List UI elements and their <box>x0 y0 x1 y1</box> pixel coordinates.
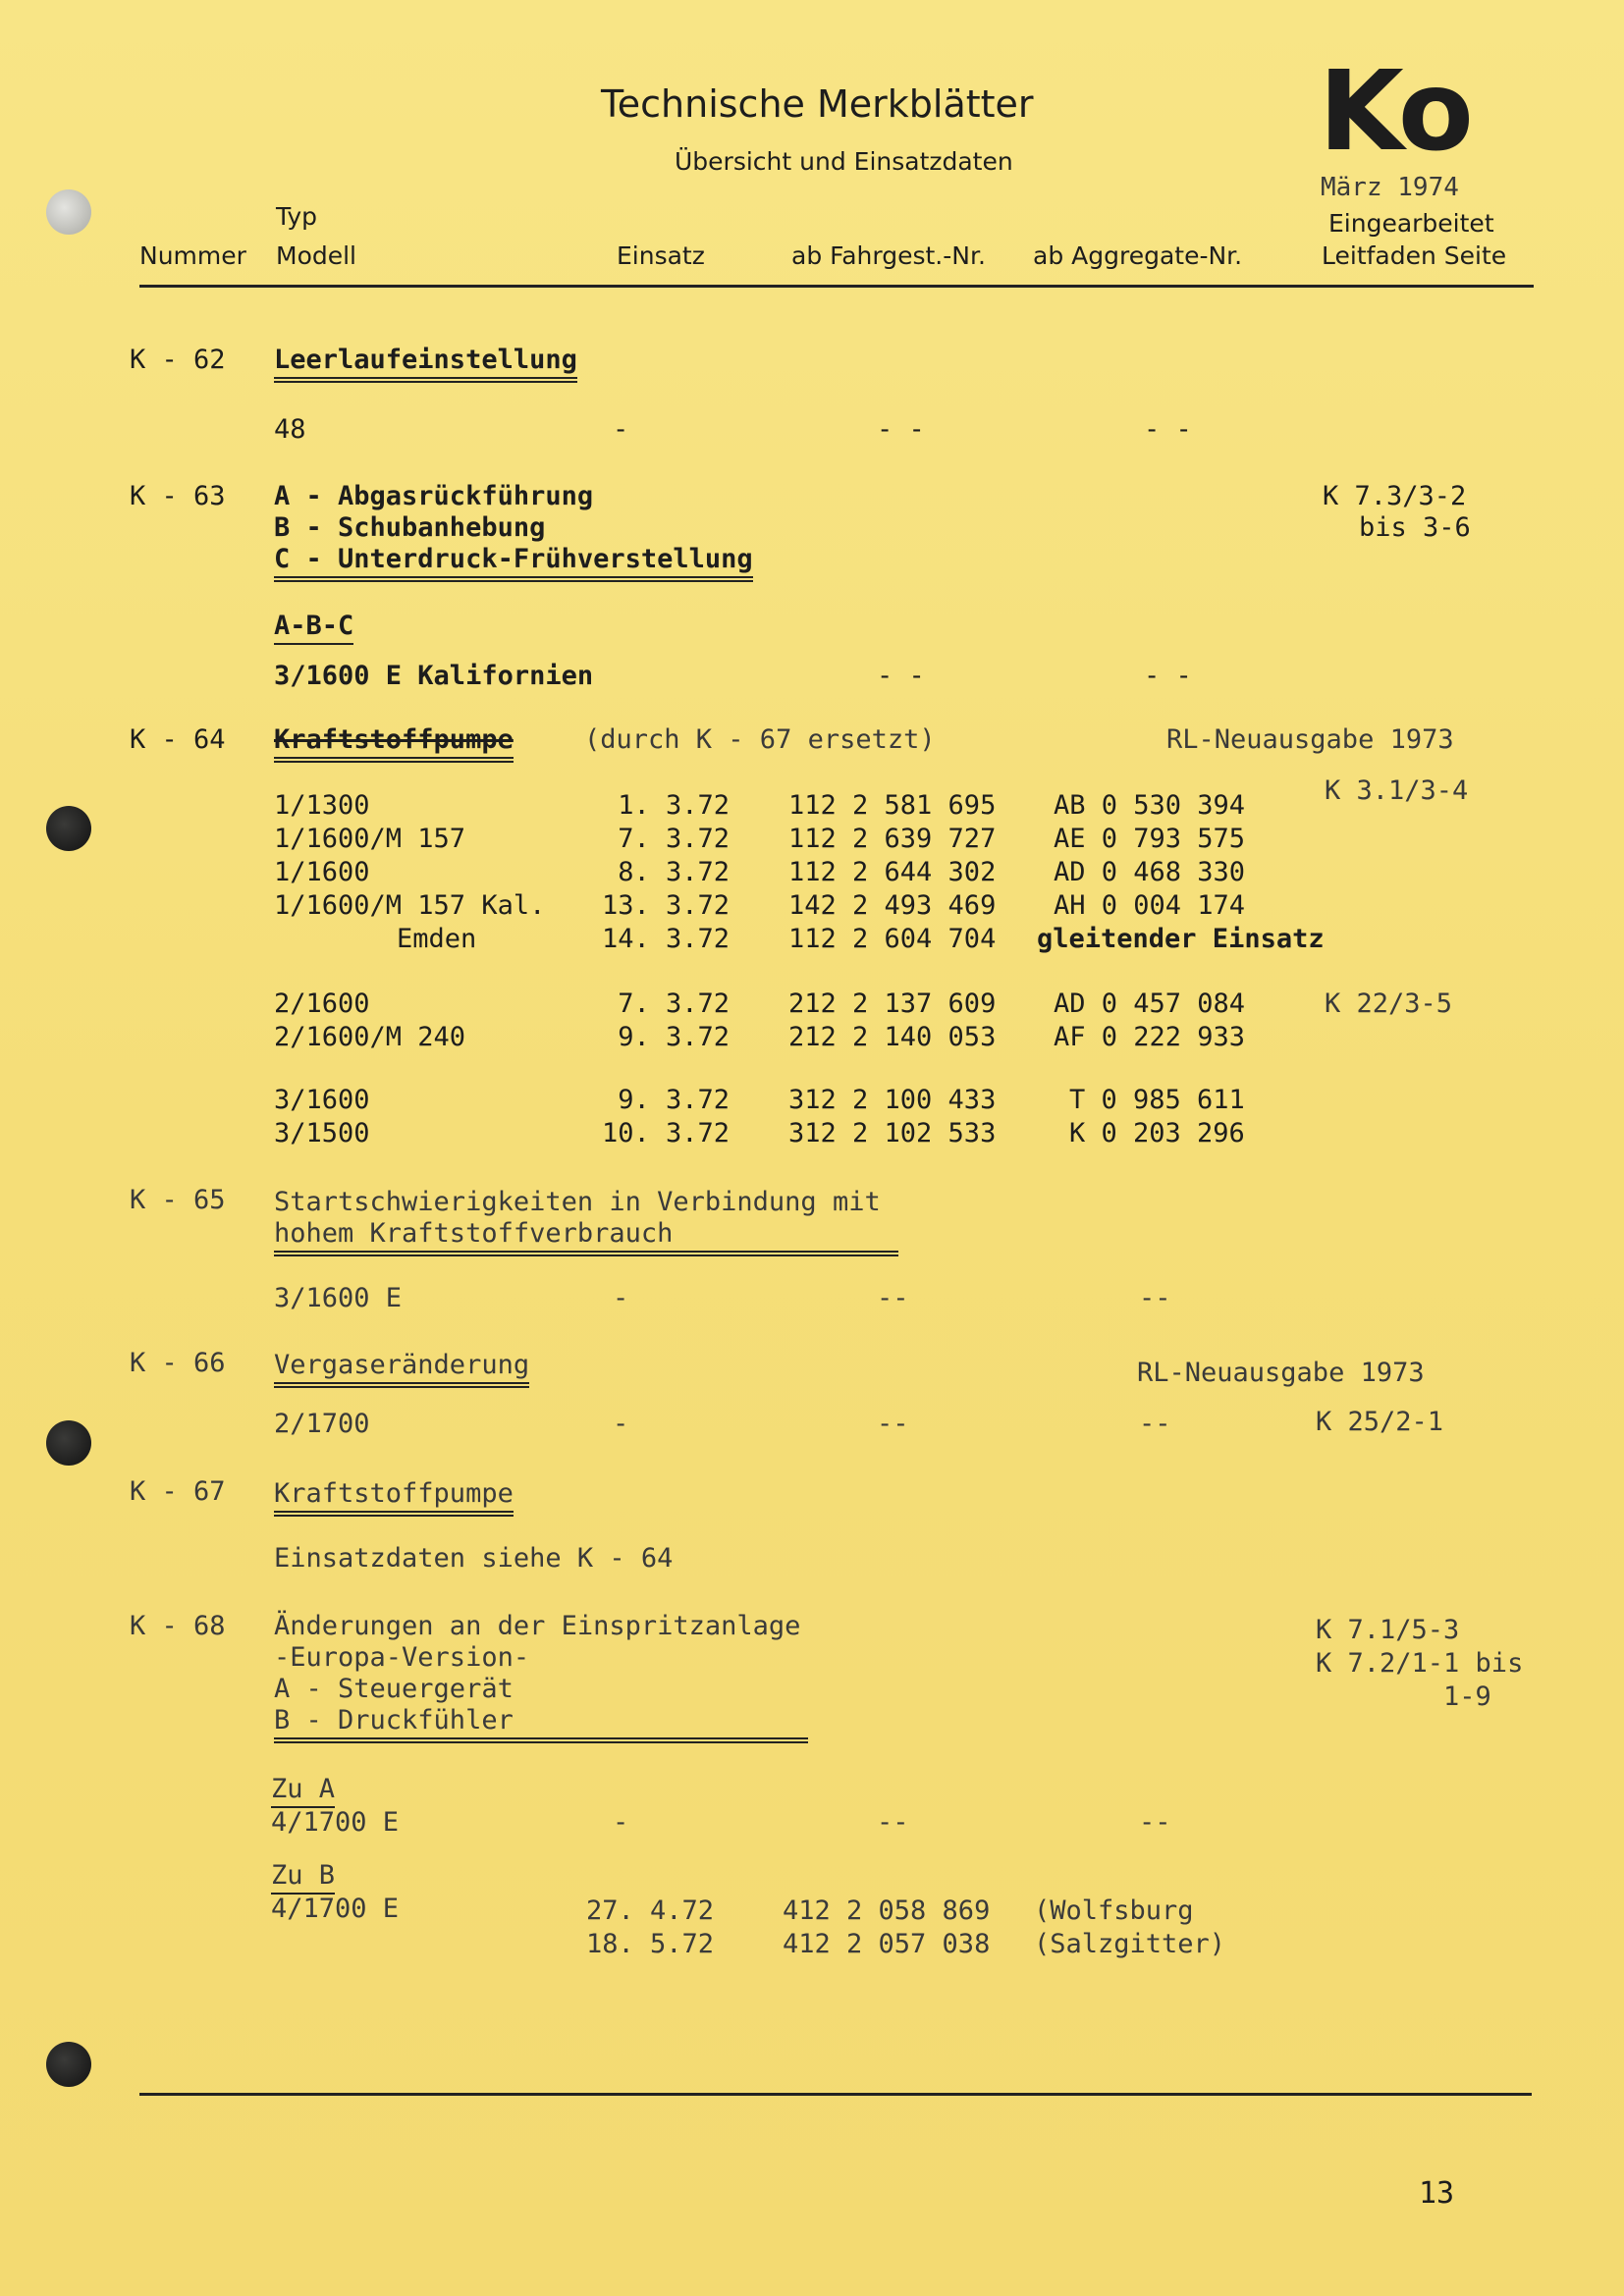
row-einsatz: 9. 3.72 <box>618 1085 730 1115</box>
row-typ: 2/1600/M 240 <box>274 1022 466 1052</box>
row-aggregate: AF 0 222 933 <box>1054 1022 1246 1052</box>
row-typ: 3/1600 E <box>274 1283 403 1313</box>
row-fahrgest: -- <box>877 1283 909 1313</box>
row-aggregate: AD 0 468 330 <box>1054 857 1246 887</box>
row-typ: 3/1600 <box>274 1085 370 1115</box>
leitfaden-ref: K 7.3/3-2 <box>1323 481 1467 511</box>
entry-line: Änderungen an der Einspritzanlage <box>274 1611 801 1641</box>
col-nummer-label: Nummer <box>139 241 246 270</box>
row-aggregate: AE 0 793 575 <box>1054 824 1246 854</box>
row-aggregate: -- <box>1139 1807 1171 1838</box>
row-plant: (Salzgitter) <box>1034 1929 1226 1959</box>
row-einsatz: 18. 5.72 <box>586 1929 715 1959</box>
ausgabe-note: RL-Neuausgabe 1973 <box>1166 724 1454 755</box>
issue-date: März 1974 <box>1321 173 1459 202</box>
page-title: Technische Merkblätter <box>601 82 1034 126</box>
row-einsatz: 9. 3.72 <box>618 1022 730 1052</box>
leitfaden-ref: K 7.2/1-1 bis <box>1316 1648 1524 1679</box>
leitfaden-ref: K 3.1/3-4 <box>1325 775 1469 806</box>
row-plant: (Wolfsburg <box>1034 1896 1194 1926</box>
row-aggregate: -- <box>1139 1409 1171 1439</box>
row-typ: 48 <box>274 414 306 445</box>
row-typ: 1/1600/M 157 <box>274 824 466 854</box>
leitfaden-ref: bis 3-6 <box>1359 512 1471 543</box>
entry-title: Vergaseränderung <box>274 1349 529 1388</box>
row-fahrgest: 312 2 102 533 <box>788 1118 997 1148</box>
entry-line: Startschwierigkeiten in Verbindung mit <box>274 1187 881 1217</box>
row-typ: 4/1700 E <box>271 1894 400 1924</box>
row-typ: 2/1700 <box>274 1409 370 1439</box>
row-fahrgest: 212 2 137 609 <box>788 988 997 1019</box>
row-typ: 2/1600 <box>274 988 370 1019</box>
col-fahrgest-label: ab Fahrgest.-Nr. <box>791 241 986 270</box>
row-fahrgest: 212 2 140 053 <box>788 1022 997 1052</box>
row-fahrgest: -- <box>877 1409 909 1439</box>
row-einsatz: - <box>613 1283 629 1313</box>
row-fahrgest: 142 2 493 469 <box>788 890 997 921</box>
punch-hole <box>46 806 91 851</box>
entry-number: K - 63 <box>130 481 226 511</box>
col-typ-label: Typ <box>276 202 318 231</box>
row-typ: Emden <box>397 924 477 954</box>
row-einsatz: - <box>613 414 629 445</box>
row-fahrgest: 412 2 058 869 <box>783 1896 991 1926</box>
row-typ: 4/1700 E <box>271 1807 400 1838</box>
row-einsatz: 8. 3.72 <box>618 857 730 887</box>
entry-line: -Europa-Version- <box>274 1642 530 1673</box>
leitfaden-ref: K 22/3-5 <box>1325 988 1453 1019</box>
row-typ: 3/1600 E Kalifornien <box>274 661 594 691</box>
punch-hole <box>46 1420 91 1466</box>
row-einsatz: - <box>613 1409 629 1439</box>
entry-number: K - 64 <box>130 724 226 755</box>
row-fahrgest: 312 2 100 433 <box>788 1085 997 1115</box>
row-fahrgest: 112 2 644 302 <box>788 857 997 887</box>
punch-hole <box>46 2042 91 2087</box>
row-fahrgest: - - <box>877 661 925 691</box>
ausgabe-note: RL-Neuausgabe 1973 <box>1137 1358 1425 1388</box>
entry-subheading: A-B-C <box>274 610 353 645</box>
row-fahrgest: 412 2 057 038 <box>783 1929 991 1959</box>
row-fahrgest: 112 2 581 695 <box>788 790 997 821</box>
entry-line: hohem Kraftstoffverbrauch <box>274 1217 898 1256</box>
entry-line: A - Abgasrückführung <box>274 481 594 511</box>
row-aggregate: AD 0 457 084 <box>1054 988 1246 1019</box>
row-einsatz: 7. 3.72 <box>618 824 730 854</box>
leitfaden-ref: K 25/2-1 <box>1316 1407 1444 1437</box>
entry-line: B - Schubanhebung <box>274 512 546 543</box>
row-aggregate: -- <box>1139 1283 1171 1313</box>
col-eingearbeitet-label: Eingearbeitet <box>1328 209 1494 238</box>
entry-number: K - 66 <box>130 1348 226 1378</box>
row-fahrgest: -- <box>877 1807 909 1838</box>
col-modell-label: Modell <box>276 241 357 270</box>
row-aggregate: gleitender Einsatz <box>1037 924 1325 954</box>
row-aggregate: AB 0 530 394 <box>1054 790 1246 821</box>
entry-number: K - 62 <box>130 345 226 375</box>
row-fahrgest: 112 2 604 704 <box>788 924 997 954</box>
entry-number: K - 67 <box>130 1476 226 1507</box>
row-aggregate: - - <box>1144 661 1192 691</box>
punch-hole <box>46 189 91 235</box>
col-leitfaden-label: Leitfaden Seite <box>1322 241 1507 270</box>
leitfaden-ref: 1-9 <box>1443 1682 1491 1712</box>
entry-title-struck: Kraftstoffpumpe <box>274 723 514 763</box>
row-einsatz: 1. 3.72 <box>618 790 730 821</box>
leitfaden-ref: K 7.1/5-3 <box>1316 1615 1460 1645</box>
section-logo: Ko <box>1319 48 1470 176</box>
row-typ: 1/1300 <box>274 790 370 821</box>
row-aggregate: AH 0 004 174 <box>1054 890 1246 921</box>
row-aggregate: - - <box>1144 414 1192 445</box>
entry-line: A - Steuergerät <box>274 1674 514 1704</box>
page-number: 13 <box>1419 2176 1455 2211</box>
entry-text: Einsatzdaten siehe K - 64 <box>274 1543 674 1574</box>
col-einsatz-label: Einsatz <box>617 241 705 270</box>
row-einsatz: 13. 3.72 <box>601 890 730 921</box>
page-subtitle: Übersicht und Einsatzdaten <box>675 147 1013 176</box>
entry-number: K - 68 <box>130 1611 226 1641</box>
row-einsatz: 7. 3.72 <box>618 988 730 1019</box>
entry-number: K - 65 <box>130 1185 226 1215</box>
row-einsatz: 27. 4.72 <box>586 1896 715 1926</box>
entry-title: Kraftstoffpumpe <box>274 1477 514 1517</box>
entry-line: B - Druckfühler <box>274 1704 808 1743</box>
row-typ: 1/1600 <box>274 857 370 887</box>
col-aggregate-label: ab Aggregate-Nr. <box>1033 241 1243 270</box>
footer-rule <box>139 2093 1532 2096</box>
row-einsatz: 14. 3.72 <box>601 924 730 954</box>
header-rule <box>139 285 1534 288</box>
entry-subheading: Zu B <box>271 1859 335 1895</box>
row-einsatz: - <box>613 1807 629 1838</box>
row-fahrgest: - - <box>877 414 925 445</box>
entry-note: (durch K - 67 ersetzt) <box>584 724 936 755</box>
row-typ: 1/1600/M 157 Kal. <box>274 890 546 921</box>
row-fahrgest: 112 2 639 727 <box>788 824 997 854</box>
row-aggregate: K 0 203 296 <box>1069 1118 1245 1148</box>
row-einsatz: 10. 3.72 <box>601 1118 730 1148</box>
entry-title: Leerlaufeinstellung <box>274 344 577 383</box>
entry-subheading: Zu A <box>271 1773 335 1808</box>
row-aggregate: T 0 985 611 <box>1069 1085 1245 1115</box>
row-typ: 3/1500 <box>274 1118 370 1148</box>
entry-line: C - Unterdruck-Frühverstellung <box>274 543 753 582</box>
